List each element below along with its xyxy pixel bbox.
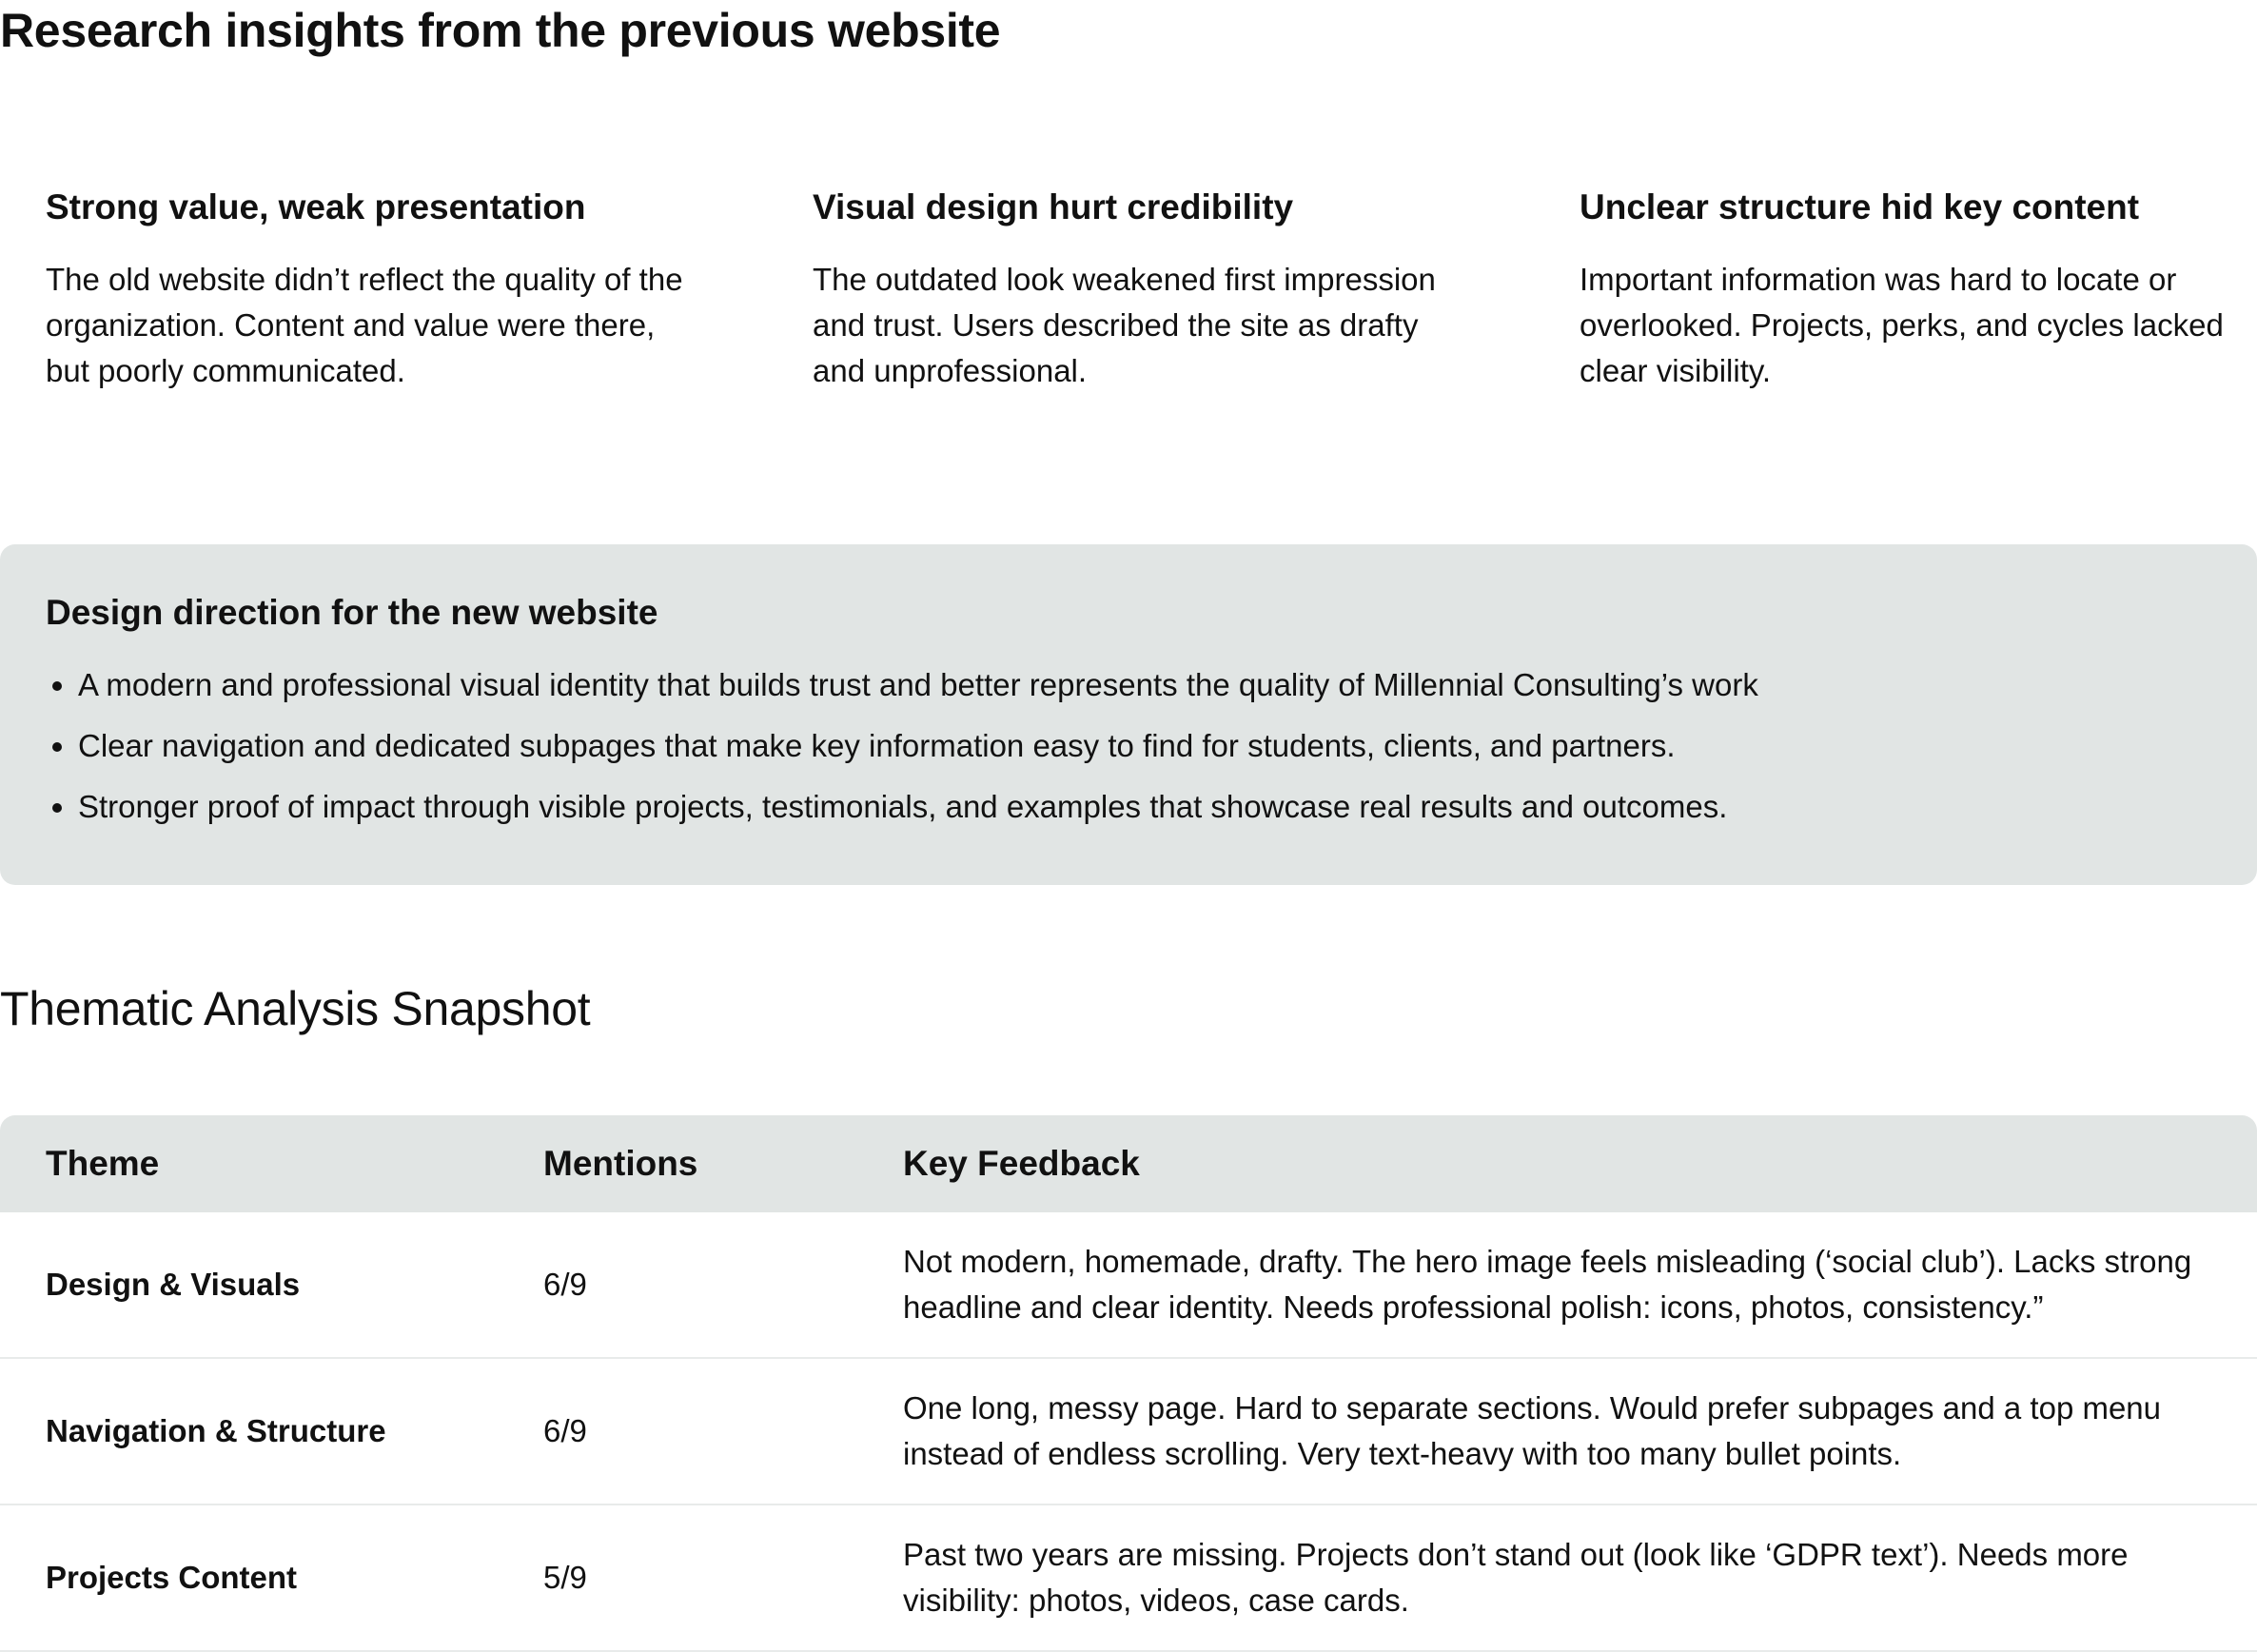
insight-body: Important information was hard to locate or overlooked. Projects, perks, and cycles lacked clear visibility. — [1580, 262, 2224, 389]
table-row — [0, 1212, 2257, 1359]
insights-row — [46, 187, 2234, 394]
thematic-table — [0, 1115, 2257, 1652]
insight-heading: Strong value, weak presentation — [46, 187, 586, 226]
cell-feedback: Past two years are missing. Projects don’t stand out (look like ‘GDPR text’). Needs more visibility: photos, videos, case cards. — [903, 1537, 2129, 1618]
cell-mentions: 6/9 — [543, 1267, 587, 1302]
design-direction-panel — [0, 544, 2257, 885]
table-row — [0, 1359, 2257, 1505]
cell-theme: Projects Content — [46, 1560, 298, 1595]
design-direction-bullet: • A modern and professional visual identity that builds trust and better represents the quality of Millennial Consulting’s work — [78, 662, 2211, 708]
cell-theme: Design & Visuals — [46, 1267, 301, 1302]
cell-feedback: One long, messy page. Hard to separate sections. Would prefer subpages and a top menu instead of endless scrolling. Very text-heavy with too many bullet points. — [903, 1390, 2162, 1471]
header-key-feedback: Key Feedback — [903, 1144, 1140, 1183]
insight-card — [813, 187, 1580, 394]
table-row — [0, 1505, 2257, 1652]
insight-card — [1580, 187, 2257, 394]
table-header-row — [0, 1115, 2257, 1212]
header-mentions: Mentions — [543, 1144, 698, 1183]
cell-mentions: 5/9 — [543, 1560, 587, 1595]
design-direction-list — [46, 662, 2211, 830]
cell-mentions: 6/9 — [543, 1413, 587, 1448]
cell-theme: Navigation & Structure — [46, 1413, 386, 1448]
insight-heading: Visual design hurt credibility — [813, 187, 1294, 226]
thematic-title: Thematic Analysis Snapshot — [0, 982, 591, 1035]
insight-heading: Unclear structure hid key content — [1580, 187, 2140, 226]
insight-body: The outdated look weakened first impression and trust. Users described the site as drafty and unprofessional. — [813, 262, 1436, 389]
insight-card — [46, 187, 813, 394]
design-direction-title: Design direction for the new website — [46, 593, 658, 632]
cell-feedback: Not modern, homemade, drafty. The hero image feels misleading (‘social club’). Lacks strong headline and clear identity. Needs professional polish: icons, photos, consistency.” — [903, 1244, 2192, 1325]
research-title: Research insights from the previous website — [0, 4, 1001, 57]
design-direction-bullet: • Clear navigation and dedicated subpages that make key information easy to find for students, clients, and partners. — [78, 723, 2211, 769]
insight-body: The old website didn’t reflect the quality of the organization. Content and value were there, but poorly communicated. — [46, 262, 683, 389]
header-theme: Theme — [46, 1144, 160, 1183]
design-direction-bullet: • Stronger proof of impact through visible projects, testimonials, and examples that showcase real results and outcomes. — [78, 784, 2211, 830]
